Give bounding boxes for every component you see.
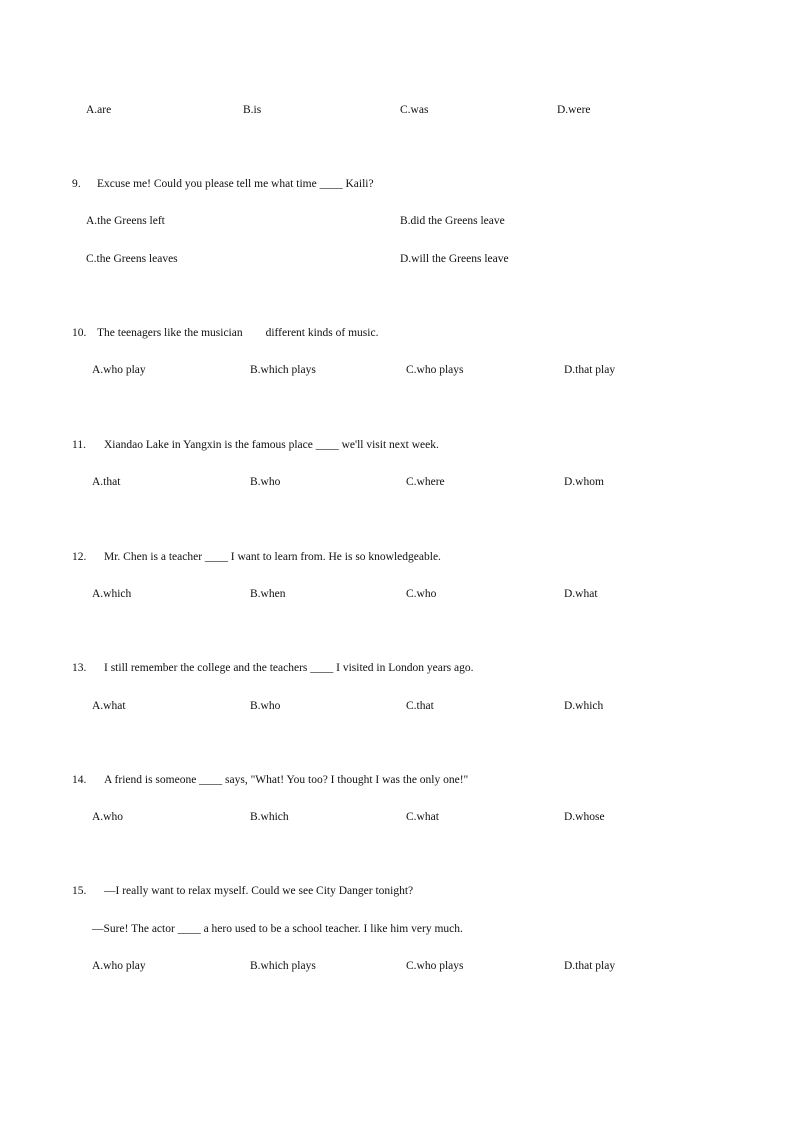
q13-number: 13. <box>72 662 87 674</box>
q11-stem: Xiandao Lake in Yangxin is the famous place ____ we'll visit next week. <box>104 439 439 451</box>
q13-option-b: B.who <box>250 700 281 712</box>
q12-option-c: C.who <box>406 588 437 600</box>
q10-option-a: A.who play <box>92 364 146 376</box>
q15-option-c: C.who plays <box>406 960 464 972</box>
q8-option-d: D.were <box>557 104 591 116</box>
q8-option-c: C.was <box>400 104 429 116</box>
q13-option-d: D.which <box>564 700 604 712</box>
q13-option-c: C.that <box>406 700 434 712</box>
q13-stem: I still remember the college and the teachers ____ I visited in London years ago. <box>104 662 474 674</box>
q9-number: 9. <box>72 178 81 190</box>
q10-option-b: B.which plays <box>250 364 316 376</box>
q11-number: 11. <box>72 439 86 451</box>
q15-stem: —I really want to relax myself. Could we see City Danger tonight? <box>104 885 414 897</box>
q12-option-a: A.which <box>92 588 132 600</box>
q15-number: 15. <box>72 885 87 897</box>
q9-option-c: C.the Greens leaves <box>86 253 178 265</box>
q11-option-c: C.where <box>406 476 445 488</box>
q9-option-d: D.will the Greens leave <box>400 253 509 265</box>
q13-option-a: A.what <box>92 700 126 712</box>
q11-option-a: A.that <box>92 476 121 488</box>
q12-number: 12. <box>72 551 87 563</box>
q15-stem-reply: —Sure! The actor ____ a hero used to be a school teacher. I like him very much. <box>92 923 463 935</box>
q10-number: 10. <box>72 327 87 339</box>
q15-option-d: D.that play <box>564 960 616 972</box>
q14-option-d: D.whose <box>564 811 605 823</box>
q10-option-d: D.that play <box>564 364 616 376</box>
q8-option-b: B.is <box>243 104 262 116</box>
q15-option-a: A.who play <box>92 960 146 972</box>
q11-option-b: B.who <box>250 476 281 488</box>
q14-stem: A friend is someone ____ says, "What! You too? I thought I was the only one!" <box>104 774 469 786</box>
q14-option-c: C.what <box>406 811 439 823</box>
q9-stem: Excuse me! Could you please tell me what time ____ Kaili? <box>97 178 374 190</box>
q9-option-b: B.did the Greens leave <box>400 215 505 227</box>
q8-option-a: A.are <box>86 104 112 116</box>
q14-number: 14. <box>72 774 87 786</box>
q11-option-d: D.whom <box>564 476 604 488</box>
q15-option-b: B.which plays <box>250 960 316 972</box>
q12-option-b: B.when <box>250 588 286 600</box>
q9-option-a: A.the Greens left <box>86 215 165 227</box>
q10-option-c: C.who plays <box>406 364 464 376</box>
q14-option-b: B.which <box>250 811 289 823</box>
q12-option-d: D.what <box>564 588 598 600</box>
q14-option-a: A.who <box>92 811 123 823</box>
q10-stem: The teenagers like the musician different kinds of music. <box>97 327 379 339</box>
q12-stem: Mr. Chen is a teacher ____ I want to learn from. He is so knowledgeable. <box>104 551 441 563</box>
